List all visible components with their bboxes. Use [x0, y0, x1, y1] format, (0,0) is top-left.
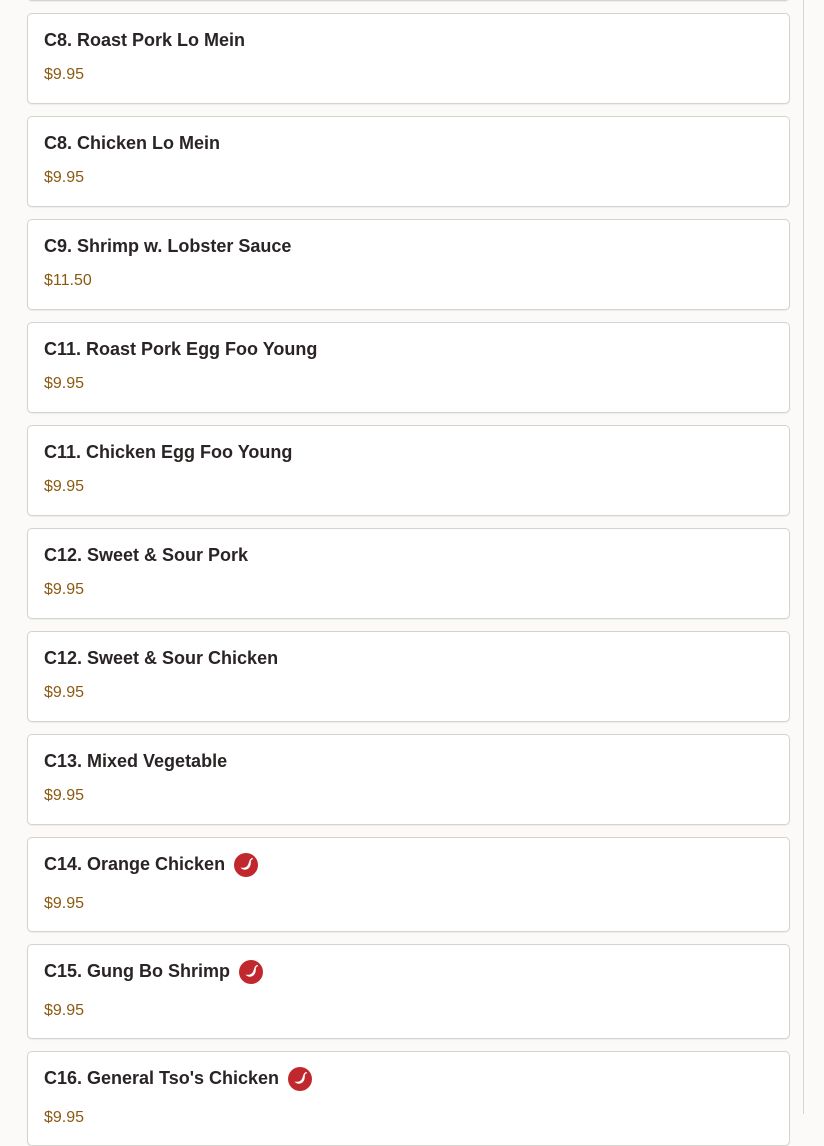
menu-item-price: $9.95 — [44, 787, 85, 804]
menu-item-price: $11.50 — [44, 272, 92, 289]
menu-item-price: $9.95 — [44, 478, 85, 495]
menu-item-name: C11. Chicken Egg Foo Young — [44, 441, 293, 462]
menu-item-card-partial[interactable] — [27, 0, 790, 1]
menu-item-card[interactable] — [27, 116, 790, 207]
menu-item-card[interactable] — [27, 944, 790, 1039]
menu-item-price: $9.95 — [44, 375, 85, 392]
menu-item-name: C12. Sweet & Sour Chicken — [44, 647, 279, 668]
menu-item-card[interactable] — [27, 528, 790, 619]
menu-item-name: C15. Gung Bo Shrimp — [44, 960, 231, 981]
menu-item-price: $9.95 — [44, 1002, 85, 1019]
menu-item-card[interactable] — [27, 425, 790, 516]
menu-item-name: C12. Sweet & Sour Pork — [44, 544, 249, 565]
scroll-edge-divider — [803, 0, 804, 1114]
menu-item-card[interactable] — [27, 13, 790, 104]
chili-pepper-icon — [239, 960, 263, 984]
menu-item-name: C16. General Tso's Chicken — [44, 1067, 280, 1088]
menu-item-card[interactable] — [27, 837, 790, 932]
menu-item-card[interactable] — [27, 734, 790, 825]
menu-item-price: $9.95 — [44, 66, 85, 83]
chili-pepper-icon — [234, 853, 258, 877]
menu-item-price: $9.95 — [44, 1109, 85, 1126]
menu-item-name: C9. Shrimp w. Lobster Sauce — [44, 235, 292, 256]
menu-item-name: C13. Mixed Vegetable — [44, 750, 228, 771]
menu-item-price: $9.95 — [44, 895, 85, 912]
menu-item-card[interactable] — [27, 631, 790, 722]
menu-item-card[interactable] — [27, 322, 790, 413]
menu-item-name: C11. Roast Pork Egg Foo Young — [44, 338, 318, 359]
menu-item-price: $9.95 — [44, 169, 85, 186]
menu-item-name: C14. Orange Chicken — [44, 853, 226, 874]
menu-item-card[interactable] — [27, 1051, 790, 1146]
chili-pepper-icon — [288, 1067, 312, 1091]
menu-item-name: C8. Roast Pork Lo Mein — [44, 29, 246, 50]
menu-item-price: $9.95 — [44, 581, 85, 598]
menu-item-name: C8. Chicken Lo Mein — [44, 132, 221, 153]
menu-item-card[interactable] — [27, 219, 790, 310]
menu-item-price: $9.95 — [44, 684, 85, 701]
